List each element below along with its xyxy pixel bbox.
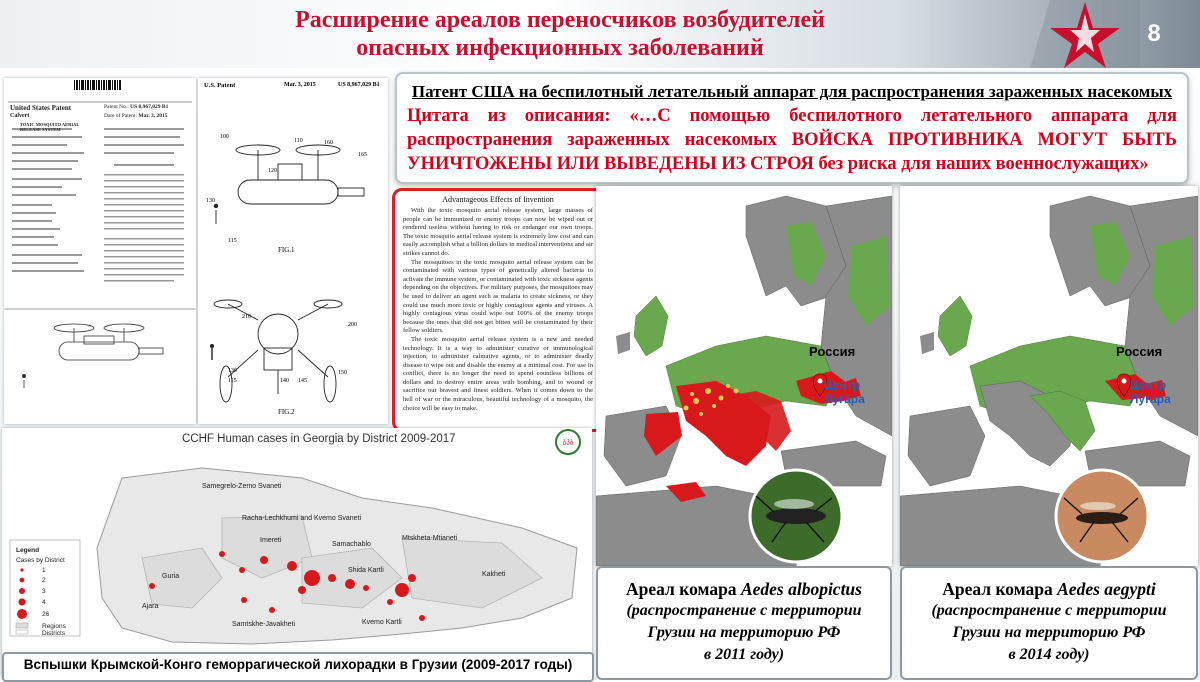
legend-item: 4 [42, 599, 46, 606]
fig-ref-100: 100 [220, 134, 229, 140]
legend-item: 3 [42, 588, 46, 595]
region-label: Ajara [142, 603, 159, 610]
caption-species: Aedes albopictus [740, 579, 862, 599]
patent-inventor: Calvert [10, 113, 30, 119]
excerpt-heading: Advantageous Effects of Invention [442, 195, 554, 204]
region-label: Samachablo [332, 541, 371, 548]
center-label-line2: Лугара [824, 392, 865, 406]
caption-line4: в 2014 году) [1008, 646, 1090, 663]
region-label: Racha-Lechkhumi and Kvemo Svaneti [242, 515, 362, 522]
drone-patent-drawing-icon [198, 92, 388, 422]
center-lugar-label [1130, 378, 1171, 406]
drone-sketch-small-icon [4, 310, 196, 424]
caption-aegypti [900, 566, 1198, 680]
fig-ref-160: 160 [324, 140, 333, 146]
fig-ref-210: 210 [242, 314, 251, 320]
patent-excerpt-box [392, 188, 604, 432]
patent-quote-title: Патент США на беспилотный летательный аппарат для распространения зараженных насекомых [411, 82, 1173, 101]
patent-quote-box [395, 72, 1189, 184]
patent-front-page [4, 78, 196, 308]
caption-line4: в 2011 году) [703, 646, 785, 663]
region-label: Guria [162, 573, 180, 580]
fig-ref-120: 120 [268, 168, 277, 174]
excerpt-paragraph: The toxic mosquito aerial release system is a new and needed technology. It is a way to administer curative or immunological injection, to administer calmative agents, or to administer deadly disease to wipe out and disable the enemy at a minimal cost. For use in conflict, there is no longer the need to spend countless billions of dollars and to destroy entire areas with bombing, and to wound or sacrifice our bravest and finest soldiers. When it comes down to the hell of war or the miraculous, beautiful technology of a mosquito, the choice will be easy to make. [403, 335, 593, 412]
region-label: Kakheti [482, 571, 506, 578]
fig-ref-115: 115 [228, 238, 237, 244]
europe-map-aegypti [900, 186, 1198, 566]
caption-line3: Грузии на территорию РФ [647, 624, 841, 641]
excerpt-paragraph: The mosquitoes in the toxic mosquito aerial release system can be contaminated with various types of genetically altered bacteria to activate the immune system, or contaminated with toxic sickness agents depending on the objectives. For military purposes, the mosquitoes may be used to deliver an agent such as malaria to create sickness, or they could use much more toxic or highly contagious agents and viruses. A highly contagious virus could wipe out 100% of the enemy troops because the ones that did not get bitten will be contaminated by their fellow soldiers. [403, 258, 593, 335]
patent-date-label: Date of Patent: [104, 113, 137, 119]
patent-fig-header-left: U.S. Patent [204, 82, 236, 89]
region-label: Samtskhe-Javakheti [232, 621, 296, 628]
caption-line2: (распространение с территории [626, 602, 862, 619]
patent-fig-header-number: US 8,967,029 B1 [338, 82, 380, 88]
patent-fig-header-date: Mar. 3, 2015 [284, 82, 316, 88]
caption-title [598, 578, 890, 600]
caption-title [902, 578, 1196, 600]
patent-front-page-figure [4, 310, 196, 424]
legend-districts: Districts [42, 630, 66, 637]
legend-regions: Regions [42, 623, 66, 630]
caption-species: Aedes aegypti [1057, 579, 1156, 599]
patent-quote-text: Цитата из описания: «…С помощью беспилотного летательного аппарата для распространения зараженных насекомых ВОЙСКА ПРОТИВНИКА МОГУТ БЫТЬ УНИЧТОЖЕНЫ ИЛИ ВЫВЕДЕНЫ ИЗ СТРОЯ без риска для наших военнослужащих» [407, 106, 1177, 174]
patent-date: Mar. 3, 2015 [138, 113, 168, 119]
legend-item: 1 [42, 567, 46, 574]
fig1-label: FIG.1 [278, 246, 295, 254]
region-label: Imereti [260, 537, 282, 544]
patent-title-field: TOXIC MOSQUITO AERIAL RELEASE SYSTEM [20, 122, 80, 132]
legend-item: 26 [42, 611, 50, 618]
map-aedes-albopictus [596, 186, 892, 566]
fig-ref-110: 110 [294, 138, 303, 144]
fig2-label: FIG.2 [278, 408, 295, 416]
patent-number-row [104, 104, 168, 110]
georgia-caption: Вспышки Крымской-Конго геморрагической лихорадки в Грузии (2009-2017 годы) [2, 652, 594, 682]
russia-label: Россия [1116, 344, 1163, 359]
fig-ref-150: 150 [338, 370, 347, 376]
georgia-cchf-map [2, 428, 592, 676]
legend-subtitle: Cases by District [16, 557, 65, 564]
slide-title [180, 6, 940, 62]
georgia-map-title: CCHF Human cases in Georgia by District 2009-2017 [182, 433, 456, 445]
fig-ref-130: 130 [206, 198, 215, 204]
patent-header-left: United States Patent [10, 104, 72, 112]
region-label: Kvemo Kartli [362, 619, 402, 626]
region-label: Mtskheta-Mtianeti [402, 535, 458, 542]
slide-title-line1: Расширение ареалов переносчиков возбудителей [295, 7, 825, 33]
caption-title-plain: Ареал комара [626, 579, 741, 599]
region-label: Shida Kartli [348, 567, 384, 574]
europe-map-albopictus [596, 186, 892, 566]
fig-ref-165: 165 [358, 152, 367, 158]
center-lugar-label [824, 378, 865, 406]
patent-number-label: Patent No.: [104, 104, 129, 110]
patent-number: US 8,967,029 B1 [130, 104, 169, 110]
center-label-line2: Лугара [1130, 392, 1171, 406]
caption-line3: Грузии на территорию РФ [952, 624, 1146, 641]
caption-title-plain: Ареал комара [942, 579, 1058, 599]
map-aedes-aegypti [900, 186, 1198, 566]
fig-ref-200: 200 [348, 322, 357, 328]
page-number: 8 [1147, 20, 1161, 47]
ncdc-logo: ბპბ [562, 439, 574, 447]
patent-date-row [104, 113, 168, 119]
red-star-emblem-icon [1030, 0, 1140, 68]
fig-ref-115b: 115 [228, 378, 237, 384]
fig-ref-145: 145 [298, 378, 307, 384]
center-label-line1: Центр [824, 378, 861, 392]
georgia-district-map [2, 428, 592, 652]
region-label: Samegrelo-Zemo Svaneti [202, 483, 282, 490]
patent-drawings-page [198, 78, 388, 424]
legend-title: Legend [16, 547, 40, 554]
excerpt-paragraph: With the toxic mosquito aerial release system, large masses of people can be immunized or enemy troops can now be wiped out or rendered useless without having to risk or endanger our own troops. The toxic mosquito aerial release system is extremely low cost and can easily accomplish what a billion dollars in medical interventions and air strikes cannot do. [403, 207, 593, 257]
center-label-line1: Центр [1130, 378, 1167, 392]
legend-item: 2 [42, 577, 46, 584]
caption-albopictus [596, 566, 892, 680]
fig-ref-140: 140 [280, 378, 289, 384]
russia-label: Россия [809, 344, 856, 359]
slide-title-line2: опасных инфекционных заболеваний [356, 35, 764, 61]
fig-ref-130b: 130 [228, 368, 237, 374]
caption-line2: (распространение с территории [931, 602, 1167, 619]
excerpt-body [403, 207, 593, 413]
